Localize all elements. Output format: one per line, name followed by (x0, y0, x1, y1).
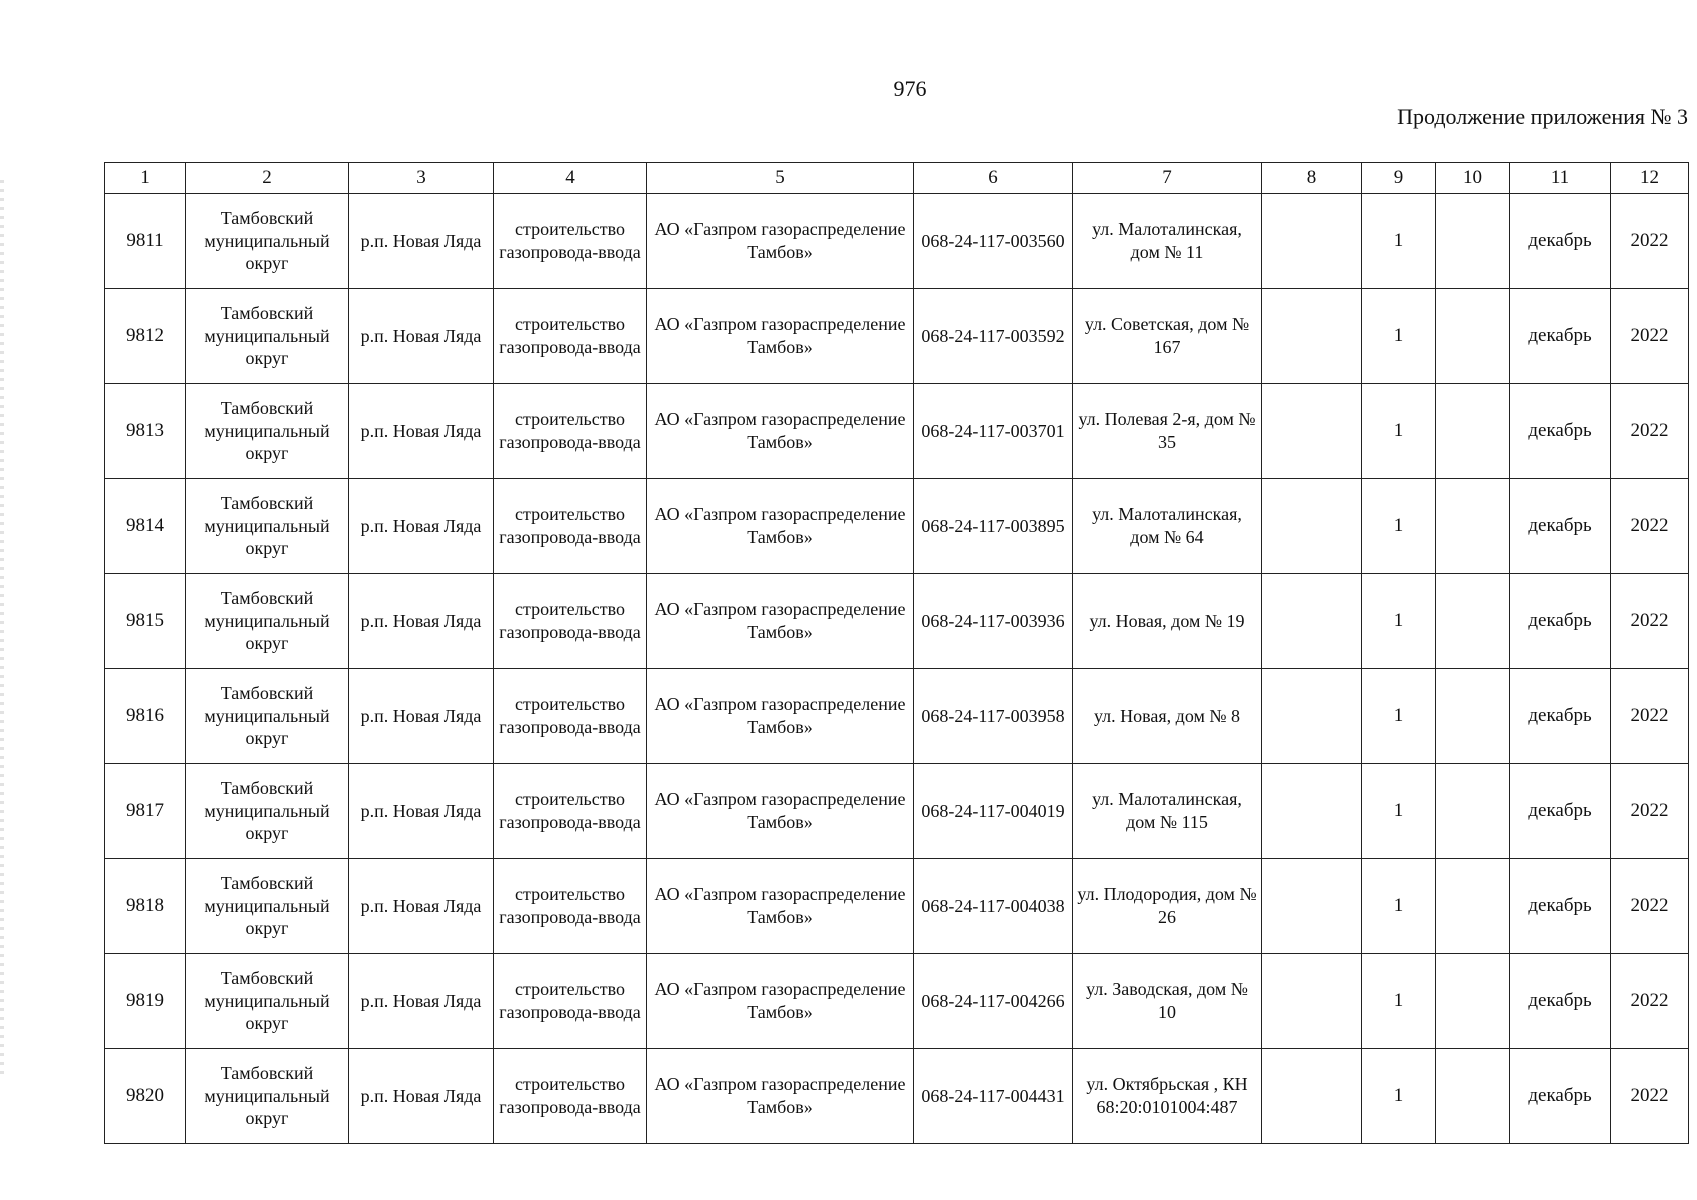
column-header: 4 (494, 163, 647, 194)
quantity-cell: 1 (1362, 764, 1436, 859)
organization-cell: АО «Газпром газораспределение Тамбов» (647, 669, 914, 764)
column-8-cell (1262, 954, 1362, 1049)
address-cell: ул. Новая, дом № 8 (1073, 669, 1262, 764)
month-cell: декабрь (1510, 1049, 1611, 1144)
district-cell: Тамбовский муниципальный округ (186, 194, 349, 289)
month-cell: декабрь (1510, 479, 1611, 574)
year-cell: 2022 (1611, 669, 1689, 764)
object-code-cell: 068-24-117-004038 (914, 859, 1073, 954)
quantity-cell: 1 (1362, 479, 1436, 574)
column-header: 2 (186, 163, 349, 194)
address-cell: ул. Малоталинская, дом № 64 (1073, 479, 1262, 574)
year-cell: 2022 (1611, 1049, 1689, 1144)
settlement-cell: р.п. Новая Ляда (349, 574, 494, 669)
row-number-cell: 9817 (105, 764, 186, 859)
district-cell: Тамбовский муниципальный округ (186, 574, 349, 669)
appendix-table (104, 162, 1689, 1144)
column-10-cell (1436, 1049, 1510, 1144)
settlement-cell: р.п. Новая Ляда (349, 479, 494, 574)
organization-cell: АО «Газпром газораспределение Тамбов» (647, 479, 914, 574)
table-row (105, 764, 1689, 859)
row-number-cell: 9813 (105, 384, 186, 479)
work-type-cell: строительство газопровода-ввода (494, 669, 647, 764)
district-cell: Тамбовский муниципальный округ (186, 384, 349, 479)
work-type-cell: строительство газопровода-ввода (494, 574, 647, 669)
row-number-cell: 9818 (105, 859, 186, 954)
district-cell: Тамбовский муниципальный округ (186, 669, 349, 764)
row-number-cell: 9820 (105, 1049, 186, 1144)
row-number-cell: 9811 (105, 194, 186, 289)
object-code-cell: 068-24-117-004266 (914, 954, 1073, 1049)
table-row (105, 194, 1689, 289)
settlement-cell: р.п. Новая Ляда (349, 194, 494, 289)
scan-edge-artifact (0, 180, 4, 1080)
work-type-cell: строительство газопровода-ввода (494, 954, 647, 1049)
organization-cell: АО «Газпром газораспределение Тамбов» (647, 194, 914, 289)
organization-cell: АО «Газпром газораспределение Тамбов» (647, 859, 914, 954)
district-cell: Тамбовский муниципальный округ (186, 764, 349, 859)
quantity-cell: 1 (1362, 289, 1436, 384)
address-cell: ул. Плодородия, дом № 26 (1073, 859, 1262, 954)
year-cell: 2022 (1611, 289, 1689, 384)
year-cell: 2022 (1611, 384, 1689, 479)
organization-cell: АО «Газпром газораспределение Тамбов» (647, 1049, 914, 1144)
row-number-cell: 9812 (105, 289, 186, 384)
column-10-cell (1436, 289, 1510, 384)
table-body (105, 163, 1689, 1144)
column-number-row (105, 163, 1689, 194)
organization-cell: АО «Газпром газораспределение Тамбов» (647, 764, 914, 859)
continuation-label: Продолжение приложения № 3 (1397, 104, 1688, 129)
column-10-cell (1436, 669, 1510, 764)
column-header: 9 (1362, 163, 1436, 194)
organization-cell: АО «Газпром газораспределение Тамбов» (647, 954, 914, 1049)
column-header: 7 (1073, 163, 1262, 194)
object-code-cell: 068-24-117-004019 (914, 764, 1073, 859)
table-row (105, 289, 1689, 384)
column-10-cell (1436, 859, 1510, 954)
quantity-cell: 1 (1362, 954, 1436, 1049)
object-code-cell: 068-24-117-004431 (914, 1049, 1073, 1144)
settlement-cell: р.п. Новая Ляда (349, 384, 494, 479)
work-type-cell: строительство газопровода-ввода (494, 859, 647, 954)
month-cell: декабрь (1510, 954, 1611, 1049)
column-10-cell (1436, 574, 1510, 669)
quantity-cell: 1 (1362, 194, 1436, 289)
work-type-cell: строительство газопровода-ввода (494, 1049, 647, 1144)
column-10-cell (1436, 384, 1510, 479)
month-cell: декабрь (1510, 289, 1611, 384)
year-cell: 2022 (1611, 764, 1689, 859)
column-header: 12 (1611, 163, 1689, 194)
address-cell: ул. Заводская, дом № 10 (1073, 954, 1262, 1049)
column-header: 3 (349, 163, 494, 194)
column-10-cell (1436, 479, 1510, 574)
settlement-cell: р.п. Новая Ляда (349, 289, 494, 384)
work-type-cell: строительство газопровода-ввода (494, 764, 647, 859)
year-cell: 2022 (1611, 574, 1689, 669)
column-10-cell (1436, 764, 1510, 859)
table-row (105, 669, 1689, 764)
column-8-cell (1262, 1049, 1362, 1144)
district-cell: Тамбовский муниципальный округ (186, 479, 349, 574)
table-row (105, 954, 1689, 1049)
row-number-cell: 9815 (105, 574, 186, 669)
month-cell: декабрь (1510, 194, 1611, 289)
organization-cell: АО «Газпром газораспределение Тамбов» (647, 574, 914, 669)
table-row (105, 384, 1689, 479)
table-row (105, 479, 1689, 574)
table-row (105, 859, 1689, 954)
district-cell: Тамбовский муниципальный округ (186, 859, 349, 954)
table-row (105, 1049, 1689, 1144)
year-cell: 2022 (1611, 859, 1689, 954)
column-header: 8 (1262, 163, 1362, 194)
column-header: 6 (914, 163, 1073, 194)
column-8-cell (1262, 859, 1362, 954)
address-cell: ул. Малоталинская, дом № 115 (1073, 764, 1262, 859)
address-cell: ул. Октябрьская , КН 68:20:0101004:487 (1073, 1049, 1262, 1144)
year-cell: 2022 (1611, 479, 1689, 574)
column-header: 10 (1436, 163, 1510, 194)
row-number-cell: 9816 (105, 669, 186, 764)
row-number-cell: 9819 (105, 954, 186, 1049)
year-cell: 2022 (1611, 194, 1689, 289)
column-header: 1 (105, 163, 186, 194)
address-cell: ул. Полевая 2-я, дом № 35 (1073, 384, 1262, 479)
settlement-cell: р.п. Новая Ляда (349, 764, 494, 859)
page-number: 976 (893, 76, 927, 101)
column-8-cell (1262, 289, 1362, 384)
year-cell: 2022 (1611, 954, 1689, 1049)
column-8-cell (1262, 479, 1362, 574)
work-type-cell: строительство газопровода-ввода (494, 384, 647, 479)
district-cell: Тамбовский муниципальный округ (186, 1049, 349, 1144)
address-cell: ул. Малоталинская, дом № 11 (1073, 194, 1262, 289)
month-cell: декабрь (1510, 764, 1611, 859)
column-header: 11 (1510, 163, 1611, 194)
settlement-cell: р.п. Новая Ляда (349, 669, 494, 764)
row-number-cell: 9814 (105, 479, 186, 574)
month-cell: декабрь (1510, 859, 1611, 954)
organization-cell: АО «Газпром газораспределение Тамбов» (647, 289, 914, 384)
object-code-cell: 068-24-117-003958 (914, 669, 1073, 764)
column-8-cell (1262, 764, 1362, 859)
work-type-cell: строительство газопровода-ввода (494, 194, 647, 289)
column-10-cell (1436, 194, 1510, 289)
quantity-cell: 1 (1362, 1049, 1436, 1144)
month-cell: декабрь (1510, 669, 1611, 764)
settlement-cell: р.п. Новая Ляда (349, 1049, 494, 1144)
table-row (105, 574, 1689, 669)
organization-cell: АО «Газпром газораспределение Тамбов» (647, 384, 914, 479)
month-cell: декабрь (1510, 384, 1611, 479)
district-cell: Тамбовский муниципальный округ (186, 954, 349, 1049)
quantity-cell: 1 (1362, 669, 1436, 764)
column-8-cell (1262, 574, 1362, 669)
object-code-cell: 068-24-117-003560 (914, 194, 1073, 289)
quantity-cell: 1 (1362, 574, 1436, 669)
column-10-cell (1436, 954, 1510, 1049)
column-8-cell (1262, 669, 1362, 764)
month-cell: декабрь (1510, 574, 1611, 669)
object-code-cell: 068-24-117-003701 (914, 384, 1073, 479)
column-header: 5 (647, 163, 914, 194)
address-cell: ул. Советская, дом № 167 (1073, 289, 1262, 384)
object-code-cell: 068-24-117-003895 (914, 479, 1073, 574)
object-code-cell: 068-24-117-003592 (914, 289, 1073, 384)
settlement-cell: р.п. Новая Ляда (349, 859, 494, 954)
address-cell: ул. Новая, дом № 19 (1073, 574, 1262, 669)
settlement-cell: р.п. Новая Ляда (349, 954, 494, 1049)
quantity-cell: 1 (1362, 859, 1436, 954)
column-8-cell (1262, 194, 1362, 289)
object-code-cell: 068-24-117-003936 (914, 574, 1073, 669)
column-8-cell (1262, 384, 1362, 479)
district-cell: Тамбовский муниципальный округ (186, 289, 349, 384)
quantity-cell: 1 (1362, 384, 1436, 479)
work-type-cell: строительство газопровода-ввода (494, 289, 647, 384)
work-type-cell: строительство газопровода-ввода (494, 479, 647, 574)
